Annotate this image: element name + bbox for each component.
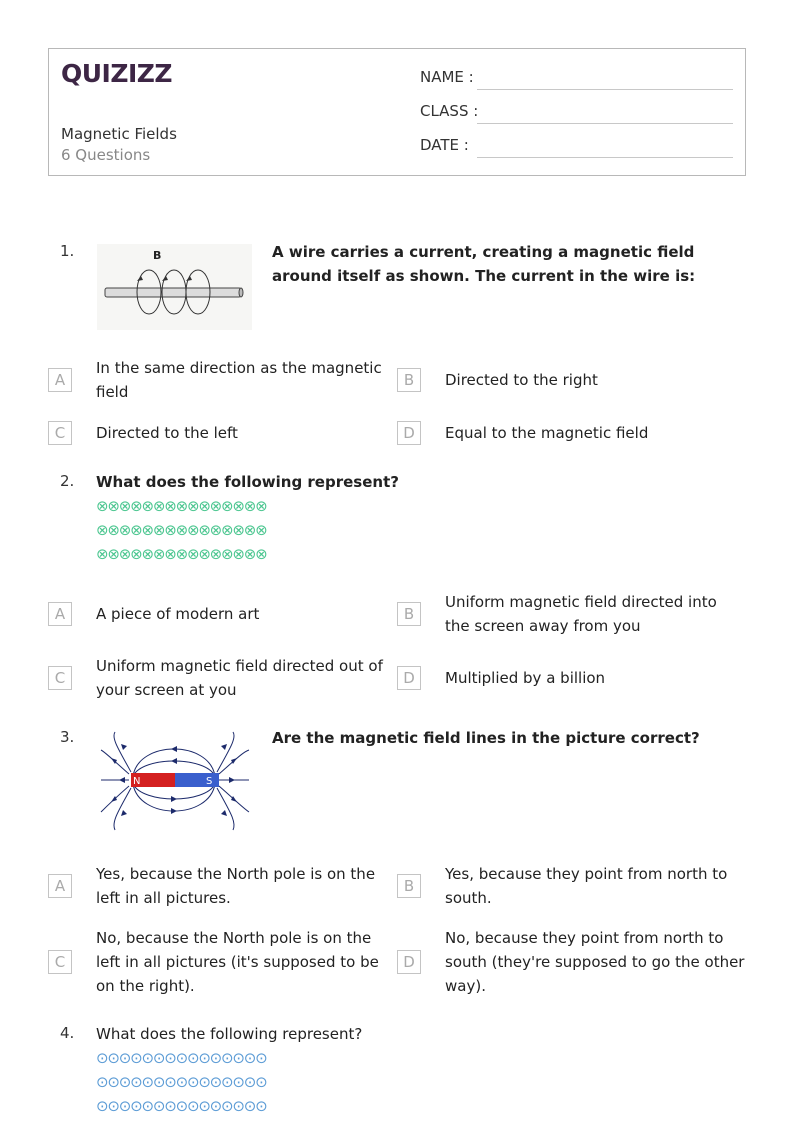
q3-option-d-text[interactable]: No, because they point from north to south (they're supposed to go the other way). [445, 929, 745, 995]
worksheet-header [48, 48, 746, 176]
question-3-number: 3. [60, 728, 75, 746]
class-field[interactable] [420, 102, 733, 124]
bar-magnet-image [99, 730, 251, 832]
into-page-symbol-row: ⊗⊗⊗⊗⊗⊗⊗⊗⊗⊗⊗⊗⊗⊗⊗ [96, 545, 267, 563]
question-2-number: 2. [60, 472, 75, 490]
q2-option-a-letter[interactable]: A [48, 602, 72, 626]
magnet-south-pole [175, 773, 219, 787]
q3-option-b-letter[interactable]: B [397, 874, 421, 898]
question-1-number: 1. [60, 242, 75, 260]
q2-option-b-letter[interactable]: B [397, 602, 421, 626]
name-line[interactable] [477, 89, 733, 90]
q2-option-c-text[interactable]: Uniform magnetic field directed out of your screen at you [96, 657, 383, 699]
q1-option-b-text[interactable]: Directed to the right [445, 371, 598, 389]
worksheet-title: Magnetic Fields [61, 125, 177, 143]
q2-option-a-text[interactable]: A piece of modern art [96, 605, 260, 623]
q1-option-a-text[interactable]: In the same direction as the magnetic field [96, 359, 382, 401]
question-1-text: A wire carries a current, creating a magnetic field around itself as shown. The current in the wire is: [272, 243, 696, 285]
q1-option-c-text[interactable]: Directed to the left [96, 424, 238, 442]
question-4-number: 4. [60, 1024, 75, 1042]
date-line[interactable] [477, 157, 733, 158]
out-of-page-symbol-row: ⊙⊙⊙⊙⊙⊙⊙⊙⊙⊙⊙⊙⊙⊙⊙ [96, 1049, 267, 1067]
class-line[interactable] [477, 123, 733, 124]
magnet-n-label: N [133, 776, 141, 787]
q1-option-a-letter[interactable]: A [48, 368, 72, 392]
field-label-b: B [153, 249, 162, 262]
q1-option-d-letter[interactable]: D [397, 421, 421, 445]
q2-option-d-letter[interactable]: D [397, 666, 421, 690]
name-label: NAME : [420, 68, 474, 86]
wire-field-image [97, 244, 252, 330]
into-page-symbol-row: ⊗⊗⊗⊗⊗⊗⊗⊗⊗⊗⊗⊗⊗⊗⊗ [96, 497, 267, 515]
class-label: CLASS : [420, 102, 479, 120]
name-field[interactable] [420, 68, 733, 90]
q3-option-c-text[interactable]: No, because the North pole is on the left in all pictures (it's supposed to be on the right). [96, 929, 379, 995]
q3-option-a-letter[interactable]: A [48, 874, 72, 898]
magnet-s-label: S [206, 776, 213, 787]
q2-option-b-text[interactable]: Uniform magnetic field directed into the screen away from you [445, 593, 717, 635]
date-label: DATE : [420, 136, 469, 154]
q1-option-c-letter[interactable]: C [48, 421, 72, 445]
q3-option-b-text[interactable]: Yes, because they point from north to south. [445, 865, 728, 907]
out-of-page-symbol-row: ⊙⊙⊙⊙⊙⊙⊙⊙⊙⊙⊙⊙⊙⊙⊙ [96, 1097, 267, 1115]
question-count: 6 Questions [61, 146, 151, 164]
date-field[interactable] [420, 136, 733, 158]
quizizz-logo: QUIZIZZ [61, 59, 173, 88]
q1-option-d-text[interactable]: Equal to the magnetic field [445, 424, 649, 442]
question-3-text: Are the magnetic field lines in the picture correct? [272, 729, 700, 747]
question-4-text: What does the following represent? [96, 1025, 363, 1043]
q1-option-b-letter[interactable]: B [397, 368, 421, 392]
q2-option-d-text[interactable]: Multiplied by a billion [445, 669, 606, 687]
into-page-symbol-row: ⊗⊗⊗⊗⊗⊗⊗⊗⊗⊗⊗⊗⊗⊗⊗ [96, 521, 267, 539]
q3-option-a-text[interactable]: Yes, because the North pole is on the left in all pictures. [96, 865, 376, 907]
out-of-page-symbol-row: ⊙⊙⊙⊙⊙⊙⊙⊙⊙⊙⊙⊙⊙⊙⊙ [96, 1073, 267, 1091]
q3-option-d-letter[interactable]: D [397, 950, 421, 974]
q2-option-c-letter[interactable]: C [48, 666, 72, 690]
q3-option-c-letter[interactable]: C [48, 950, 72, 974]
question-2-text: What does the following represent? [96, 473, 399, 491]
